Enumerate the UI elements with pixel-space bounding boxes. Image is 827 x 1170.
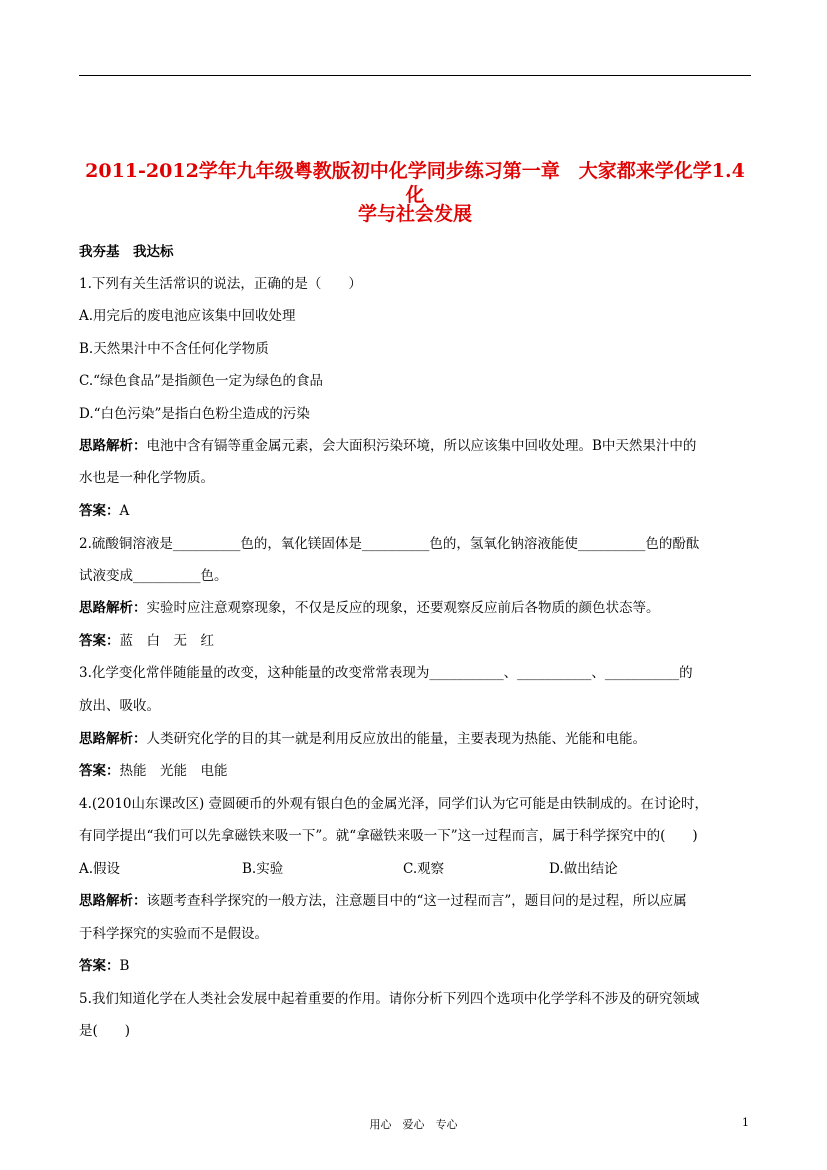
q4-analysis-text-1: 该题考查科学探究的一般方法，注意题目中的“这一过程而言”，题目问的是过程，所以应属 bbox=[146, 893, 687, 909]
q2-answer bbox=[79, 632, 751, 650]
q4-stem-1: 4.(2010山东课改区) 壹圆硬币的外观有银白色的金属光泽，同学们认为它可能是由铁制成的。在讨论时， bbox=[79, 796, 709, 812]
q1-analysis bbox=[79, 437, 751, 455]
q1-option-b: B.天然果汁中不含任何化学物质 bbox=[79, 341, 269, 357]
q4-analysis bbox=[79, 892, 751, 910]
q4-option-a: A.假设 bbox=[79, 861, 121, 877]
q1-option-a: A.用完后的废电池应该集中回收处理 bbox=[79, 308, 296, 324]
q4-option-d: D.做出结论 bbox=[549, 861, 618, 877]
q4-option-c: C.观察 bbox=[403, 861, 445, 877]
q4-options bbox=[79, 860, 751, 878]
q1-option-d: D.“白色污染”是指白色粉尘造成的污染 bbox=[79, 406, 310, 422]
q3-stem-1: 3.化学变化常伴随能量的改变，这种能量的改变常常表现为___________、___________、___________的 bbox=[79, 665, 693, 681]
q3-answer bbox=[79, 762, 751, 780]
q1-answer bbox=[79, 502, 751, 520]
q2-stem-1: 2.硫酸铜溶液是__________色的，氧化镁固体是__________色的，氢氧化钠溶液能使__________色的酚酞 bbox=[79, 536, 700, 552]
q2-analysis-text: 实验时应注意观察现象，不仅是反应的现象，还要观察反应前后各物质的颜色状态等。 bbox=[146, 600, 660, 616]
q1-analysis-text-1: 电池中含有镉等重金属元素，会大面积污染环境，所以应该集中回收处理。B中天然果汁中的 bbox=[146, 438, 697, 454]
analysis-label: 思路解析： bbox=[79, 731, 147, 747]
q4-answer bbox=[79, 957, 751, 975]
document-title-line-1: 2011-2012学年九年级粤教版初中化学同步练习第一章 大家都来学化学1.4化 bbox=[85, 160, 745, 206]
q3-analysis bbox=[79, 730, 751, 748]
answer-label: 答案： bbox=[79, 763, 120, 779]
header-rule bbox=[79, 75, 751, 76]
q4-stem-2: 有同学提出“我们可以先拿磁铁来吸一下”。就“拿磁铁来吸一下”这一过程而言，属于科学探究中的( ) bbox=[79, 828, 698, 844]
footer-text: 用心 爱心 专心 bbox=[369, 1118, 458, 1131]
analysis-label: 思路解析： bbox=[79, 600, 147, 616]
q3-analysis-text: 人类研究化学的目的其一就是利用反应放出的能量，主要表现为热能、光能和电能。 bbox=[146, 731, 646, 747]
q2-analysis bbox=[79, 599, 751, 617]
q4-analysis-text-2: 于科学探究的实验而不是假设。 bbox=[79, 926, 268, 942]
q5-stem-2: 是( ) bbox=[79, 1023, 131, 1039]
q1-answer-value: A bbox=[119, 503, 130, 519]
analysis-label: 思路解析： bbox=[79, 438, 147, 454]
q1-analysis-text-2: 水也是一种化学物质。 bbox=[79, 470, 214, 486]
analysis-label: 思路解析： bbox=[79, 893, 147, 909]
q5-stem-1: 5.我们知道化学在人类社会发展中起着重要的作用。请你分析下列四个选项中化学学科不涉及的研究领域 bbox=[79, 991, 700, 1007]
q3-answer-value: 热能 光能 电能 bbox=[119, 763, 228, 779]
q2-answer-value: 蓝 白 无 红 bbox=[119, 633, 214, 649]
q1-option-c: C.“绿色食品”是指颜色一定为绿色的食品 bbox=[79, 373, 323, 389]
page-number: 1 bbox=[742, 1116, 749, 1129]
answer-label: 答案： bbox=[79, 633, 120, 649]
answer-label: 答案： bbox=[79, 958, 120, 974]
answer-label: 答案： bbox=[79, 503, 120, 519]
q4-option-b: B.实验 bbox=[242, 861, 284, 877]
q4-answer-value: B bbox=[119, 958, 130, 974]
q3-stem-2: 放出、吸收。 bbox=[79, 698, 160, 714]
section-heading: 我夯基 我达标 bbox=[79, 244, 174, 260]
document-title-line-2: 学与社会发展 bbox=[357, 203, 472, 225]
q1-stem: 1.下列有关生活常识的说法，正确的是（ ） bbox=[79, 276, 362, 292]
q2-stem-2: 试液变成__________色。 bbox=[79, 568, 228, 584]
